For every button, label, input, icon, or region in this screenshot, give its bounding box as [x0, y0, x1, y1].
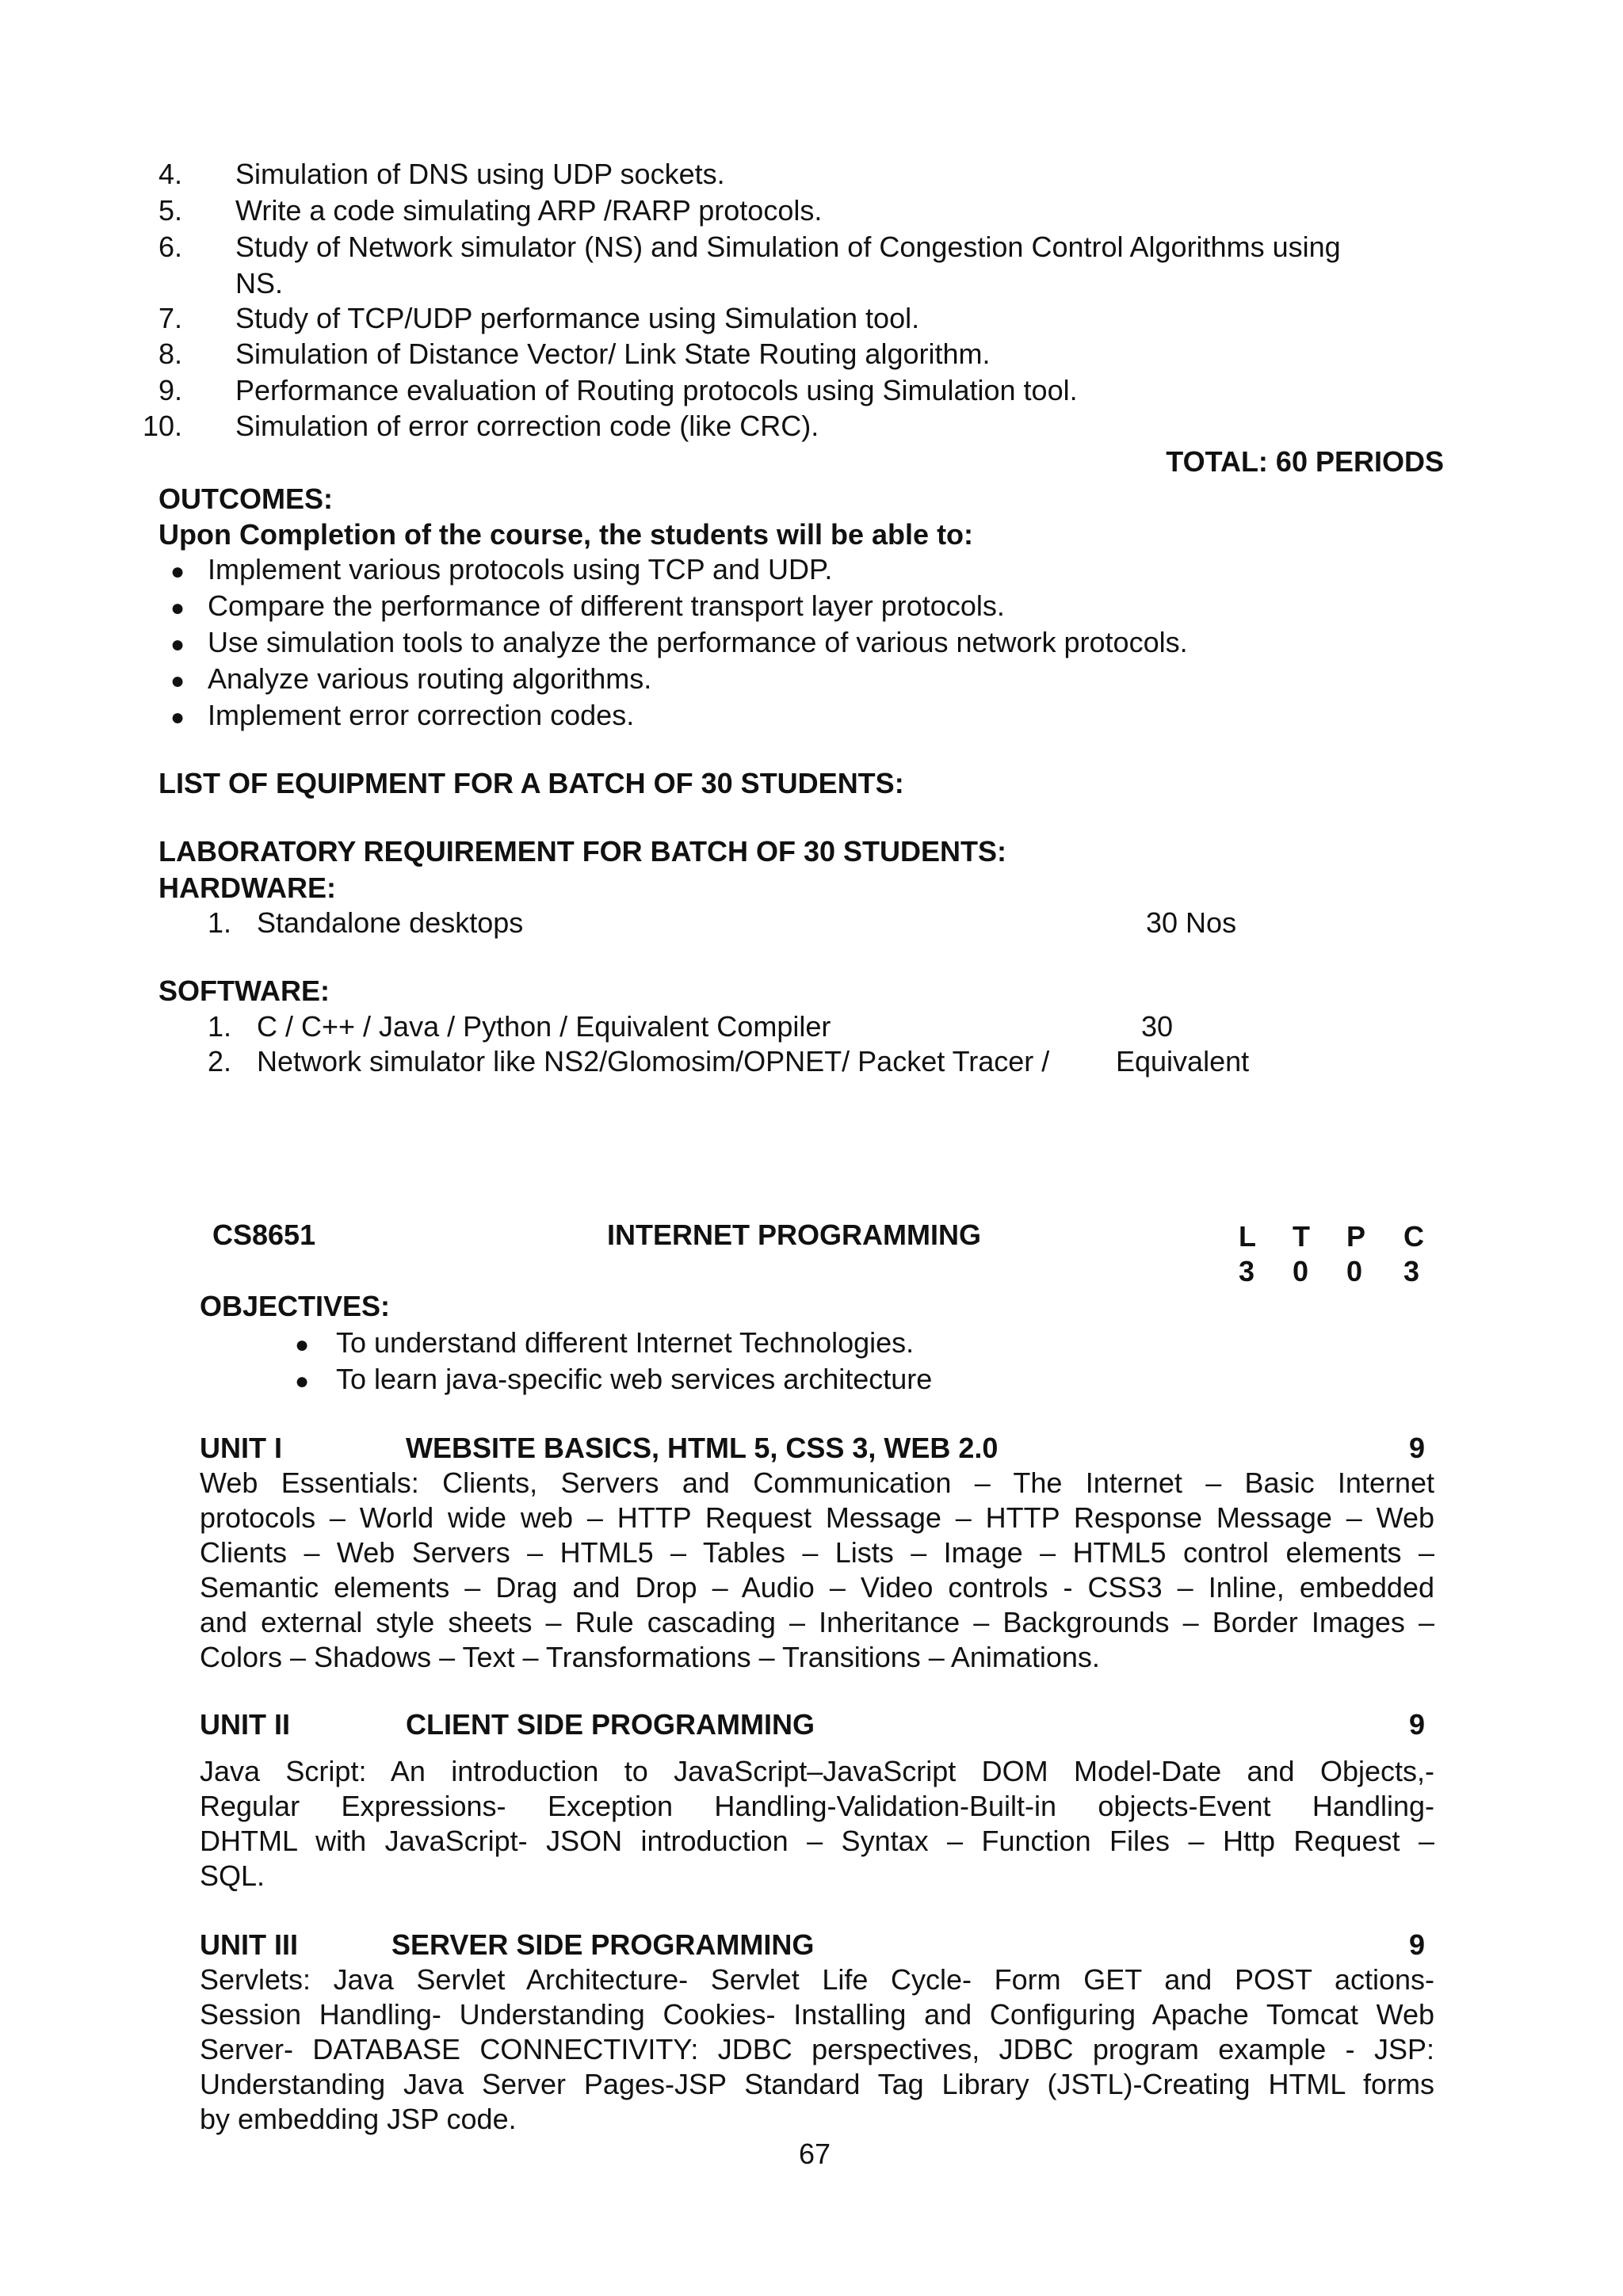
unit-hours: 9 [1409, 1708, 1426, 1741]
list-item: Simulation of error correction code (like CRC). [235, 410, 819, 442]
software-number: 1. [208, 1010, 232, 1043]
body-line: DHTML with JavaScript- JSON introduction – Syntax – Function Files – Http Request – [200, 1825, 1434, 1857]
unit-body [200, 1754, 1434, 1894]
ltpc-value: 3 [1403, 1255, 1420, 1287]
objective-item: To understand different Internet Technologies. [336, 1326, 915, 1359]
software-quantity: Equivalent [1116, 1045, 1250, 1077]
outcomes-intro: Upon Completion of the course, the students will be able to: [158, 518, 974, 551]
body-line: Session Handling- Understanding Cookies- Installing and Configuring Apache Tomcat Web [200, 1998, 1434, 2031]
software-quantity: 30 [1141, 1010, 1174, 1043]
body-line: SQL. [200, 1859, 265, 1892]
ltpc-label: P [1346, 1220, 1366, 1253]
list-number: 5. [158, 194, 182, 227]
bullet-icon: ● [295, 1332, 310, 1358]
bullet-icon: ● [170, 668, 185, 694]
list-number: 7. [158, 302, 182, 334]
page-number: 67 [799, 2138, 831, 2170]
list-number: 4. [158, 158, 182, 190]
body-line: Semantic elements – Drag and Drop – Audio – Video controls - CSS3 – Inline, embedded [200, 1571, 1434, 1604]
bullet-icon: ● [295, 1368, 310, 1394]
unit-body [200, 1962, 1434, 2137]
body-line: Servlets: Java Servlet Architecture- Servlet Life Cycle- Form GET and POST actions- [200, 1963, 1434, 1996]
ltpc-value: 0 [1293, 1255, 1309, 1287]
hardware-heading: HARDWARE: [158, 871, 336, 904]
body-line: Web Essentials: Clients, Servers and Communication – The Internet – Basic Internet [200, 1466, 1434, 1499]
list-number: 8. [158, 338, 182, 370]
unit-title: SERVER SIDE PROGRAMMING [391, 1928, 815, 1961]
body-line: by embedding JSP code. [200, 2103, 517, 2135]
list-item: Write a code simulating ARP /RARP protocols. [235, 194, 823, 227]
list-item: Study of Network simulator (NS) and Simulation of Congestion Control Algorithms using [235, 231, 1341, 263]
outcome-item: Analyze various routing algorithms. [208, 662, 652, 695]
unit-hours: 9 [1409, 1928, 1426, 1961]
software-heading: SOFTWARE: [158, 974, 330, 1007]
list-item: Simulation of Distance Vector/ Link State Routing algorithm. [235, 338, 991, 370]
ltpc-label: C [1403, 1220, 1424, 1253]
software-number: 2. [208, 1045, 232, 1077]
lab-requirement-heading: LABORATORY REQUIREMENT FOR BATCH OF 30 STUDENTS: [158, 835, 1007, 868]
list-number: 6. [158, 231, 182, 263]
unit-body [200, 1466, 1434, 1675]
bullet-icon: ● [170, 559, 185, 585]
ltpc-label: L [1239, 1220, 1256, 1253]
course-title: INTERNET PROGRAMMING [607, 1219, 981, 1251]
unit-label: UNIT II [200, 1708, 290, 1741]
total-periods: TOTAL: 60 PERIODS [1166, 445, 1444, 478]
outcomes-heading: OUTCOMES: [158, 482, 333, 515]
list-number: 10. [142, 410, 182, 442]
unit-label: UNIT III [200, 1928, 298, 1961]
course-code: CS8651 [212, 1219, 316, 1251]
list-number: 9. [158, 374, 182, 406]
ltpc-label: T [1293, 1220, 1310, 1253]
body-line: and external style sheets – Rule cascading – Inheritance – Backgrounds – Border Images – [200, 1606, 1434, 1638]
list-item: Study of TCP/UDP performance using Simulation tool. [235, 302, 920, 334]
software-item: Network simulator like NS2/Glomosim/OPNET/ Packet Tracer / [257, 1045, 1050, 1077]
ltpc-value: 3 [1239, 1255, 1255, 1287]
unit-title: WEBSITE BASICS, HTML 5, CSS 3, WEB 2.0 [406, 1432, 999, 1464]
body-line: Colors – Shadows – Text – Transformations – Transitions – Animations. [200, 1641, 1100, 1673]
unit-hours: 9 [1409, 1432, 1426, 1464]
body-line: Understanding Java Server Pages-JSP Standard Tag Library (JSTL)-Creating HTML forms [200, 2068, 1434, 2100]
equipment-heading: LIST OF EQUIPMENT FOR A BATCH OF 30 STUDENTS: [158, 767, 904, 799]
bullet-icon: ● [170, 595, 185, 621]
list-item-continuation: NS. [235, 267, 284, 299]
outcome-item: Use simulation tools to analyze the performance of various network protocols. [208, 626, 1188, 658]
list-item: Simulation of DNS using UDP sockets. [235, 158, 725, 190]
objective-item: To learn java-specific web services architecture [336, 1363, 933, 1395]
body-line: Java Script: An introduction to JavaScript–JavaScript DOM Model-Date and Objects,- [200, 1755, 1434, 1787]
outcome-item: Implement various protocols using TCP and UDP. [208, 553, 833, 585]
hardware-number: 1. [208, 906, 232, 939]
unit-title: CLIENT SIDE PROGRAMMING [406, 1708, 815, 1741]
bullet-icon: ● [170, 704, 185, 730]
objectives-heading: OBJECTIVES: [200, 1290, 391, 1322]
ltpc-value: 0 [1346, 1255, 1363, 1287]
outcome-item: Compare the performance of different transport layer protocols. [208, 589, 1005, 622]
hardware-quantity: 30 Nos [1146, 906, 1237, 939]
body-line: Server- DATABASE CONNECTIVITY: JDBC perspectives, JDBC program example - JSP: [200, 2033, 1434, 2065]
body-line: Clients – Web Servers – HTML5 – Tables – Lists – Image – HTML5 control elements – [200, 1536, 1434, 1569]
software-item: C / C++ / Java / Python / Equivalent Compiler [257, 1010, 831, 1043]
list-item: Performance evaluation of Routing protocols using Simulation tool. [235, 374, 1078, 406]
unit-label: UNIT I [200, 1432, 282, 1464]
body-line: protocols – World wide web – HTTP Request Message – HTTP Response Message – Web [200, 1501, 1434, 1534]
outcome-item: Implement error correction codes. [208, 699, 635, 731]
bullet-icon: ● [170, 631, 185, 658]
body-line: Regular Expressions- Exception Handling-Validation-Built-in objects-Event Handling- [200, 1790, 1434, 1822]
hardware-item: Standalone desktops [257, 906, 524, 939]
